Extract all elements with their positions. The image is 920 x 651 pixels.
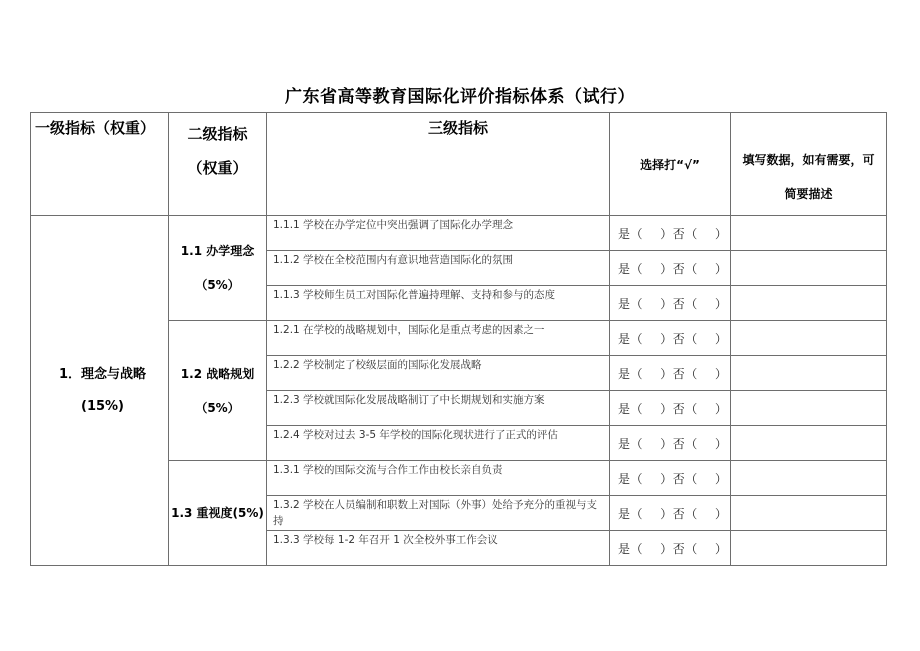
level3-item: 1.3.1 学校的国际交流与合作工作由校长亲自负责 xyxy=(267,461,610,496)
header-choice: 选择打“√” xyxy=(610,113,731,216)
yes-no-choice[interactable]: 是（ ）否（ ） xyxy=(610,426,731,461)
level3-item: 1.2.1 在学校的战略规划中，国际化是重点考虑的因素之一 xyxy=(267,321,610,356)
level3-item: 1.3.2 学校在人员编制和职数上对国际（外事）处给予充分的重视与支持 xyxy=(267,496,610,531)
level2-cell xyxy=(169,461,267,566)
level3-item: 1.1.1 学校在办学定位中突出强调了国际化办学理念 xyxy=(267,216,610,251)
level3-item: 1.3.3 学校每 1-2 年召开 1 次全校外事工作会议 xyxy=(267,531,610,566)
fill-data-cell[interactable] xyxy=(731,251,887,286)
header-fill xyxy=(731,113,887,216)
header-fill-line2: 简要描述 xyxy=(784,187,833,201)
yes-no-choice[interactable]: 是（ ）否（ ） xyxy=(610,391,731,426)
level1-weight: (15%) xyxy=(81,398,124,414)
header-level2-title: 二级指标 xyxy=(187,125,248,143)
indicator-table xyxy=(30,112,887,566)
level2-name: 1.3 重视度(5%) xyxy=(171,506,264,520)
yes-no-choice[interactable]: 是（ ）否（ ） xyxy=(610,461,731,496)
header-fill-line1: 填写数据，如有需要，可 xyxy=(742,153,875,167)
yes-no-choice[interactable]: 是（ ）否（ ） xyxy=(610,321,731,356)
header-level2 xyxy=(169,113,267,216)
level1-name: 1．理念与战略 xyxy=(58,366,147,382)
level2-name: 1.2 战略规划 xyxy=(180,366,255,381)
level3-item: 1.1.3 学校师生员工对国际化普遍持理解、支持和参与的态度 xyxy=(267,286,610,321)
level1-cell xyxy=(31,216,169,566)
fill-data-cell[interactable] xyxy=(731,321,887,356)
level2-cell xyxy=(169,216,267,321)
yes-no-choice[interactable]: 是（ ）否（ ） xyxy=(610,496,731,531)
yes-no-choice[interactable]: 是（ ）否（ ） xyxy=(610,531,731,566)
level3-item: 1.2.2 学校制定了校级层面的国际化发展战略 xyxy=(267,356,610,391)
level2-name: 1.1 办学理念 xyxy=(180,244,255,258)
yes-no-choice[interactable]: 是（ ）否（ ） xyxy=(610,286,731,321)
fill-data-cell[interactable] xyxy=(731,426,887,461)
fill-data-cell[interactable] xyxy=(731,286,887,321)
level3-item: 1.2.3 学校就国际化发展战略制订了中长期规划和实施方案 xyxy=(267,391,610,426)
level3-item: 1.1.2 学校在全校范围内有意识地营造国际化的氛围 xyxy=(267,251,610,286)
header-level3: 三级指标 xyxy=(267,113,610,216)
fill-data-cell[interactable] xyxy=(731,531,887,566)
yes-no-choice[interactable]: 是（ ）否（ ） xyxy=(610,216,731,251)
fill-data-cell[interactable] xyxy=(731,216,887,251)
header-level2-weight: （权重） xyxy=(187,159,248,177)
fill-data-cell[interactable] xyxy=(731,356,887,391)
table-row xyxy=(31,216,887,251)
level2-weight: （5%） xyxy=(195,400,240,415)
header-row xyxy=(31,113,887,216)
level3-item: 1.2.4 学校对过去 3-5 年学校的国际化现状进行了正式的评估 xyxy=(267,426,610,461)
yes-no-choice[interactable]: 是（ ）否（ ） xyxy=(610,356,731,391)
level2-cell xyxy=(169,321,267,461)
header-level1: 一级指标（权重） xyxy=(31,113,169,216)
yes-no-choice[interactable]: 是（ ）否（ ） xyxy=(610,251,731,286)
fill-data-cell[interactable] xyxy=(731,461,887,496)
document-title: 广东省高等教育国际化评价指标体系（试行） xyxy=(285,87,635,107)
level2-weight: （5%） xyxy=(195,278,240,292)
fill-data-cell[interactable] xyxy=(731,391,887,426)
fill-data-cell[interactable] xyxy=(731,496,887,531)
